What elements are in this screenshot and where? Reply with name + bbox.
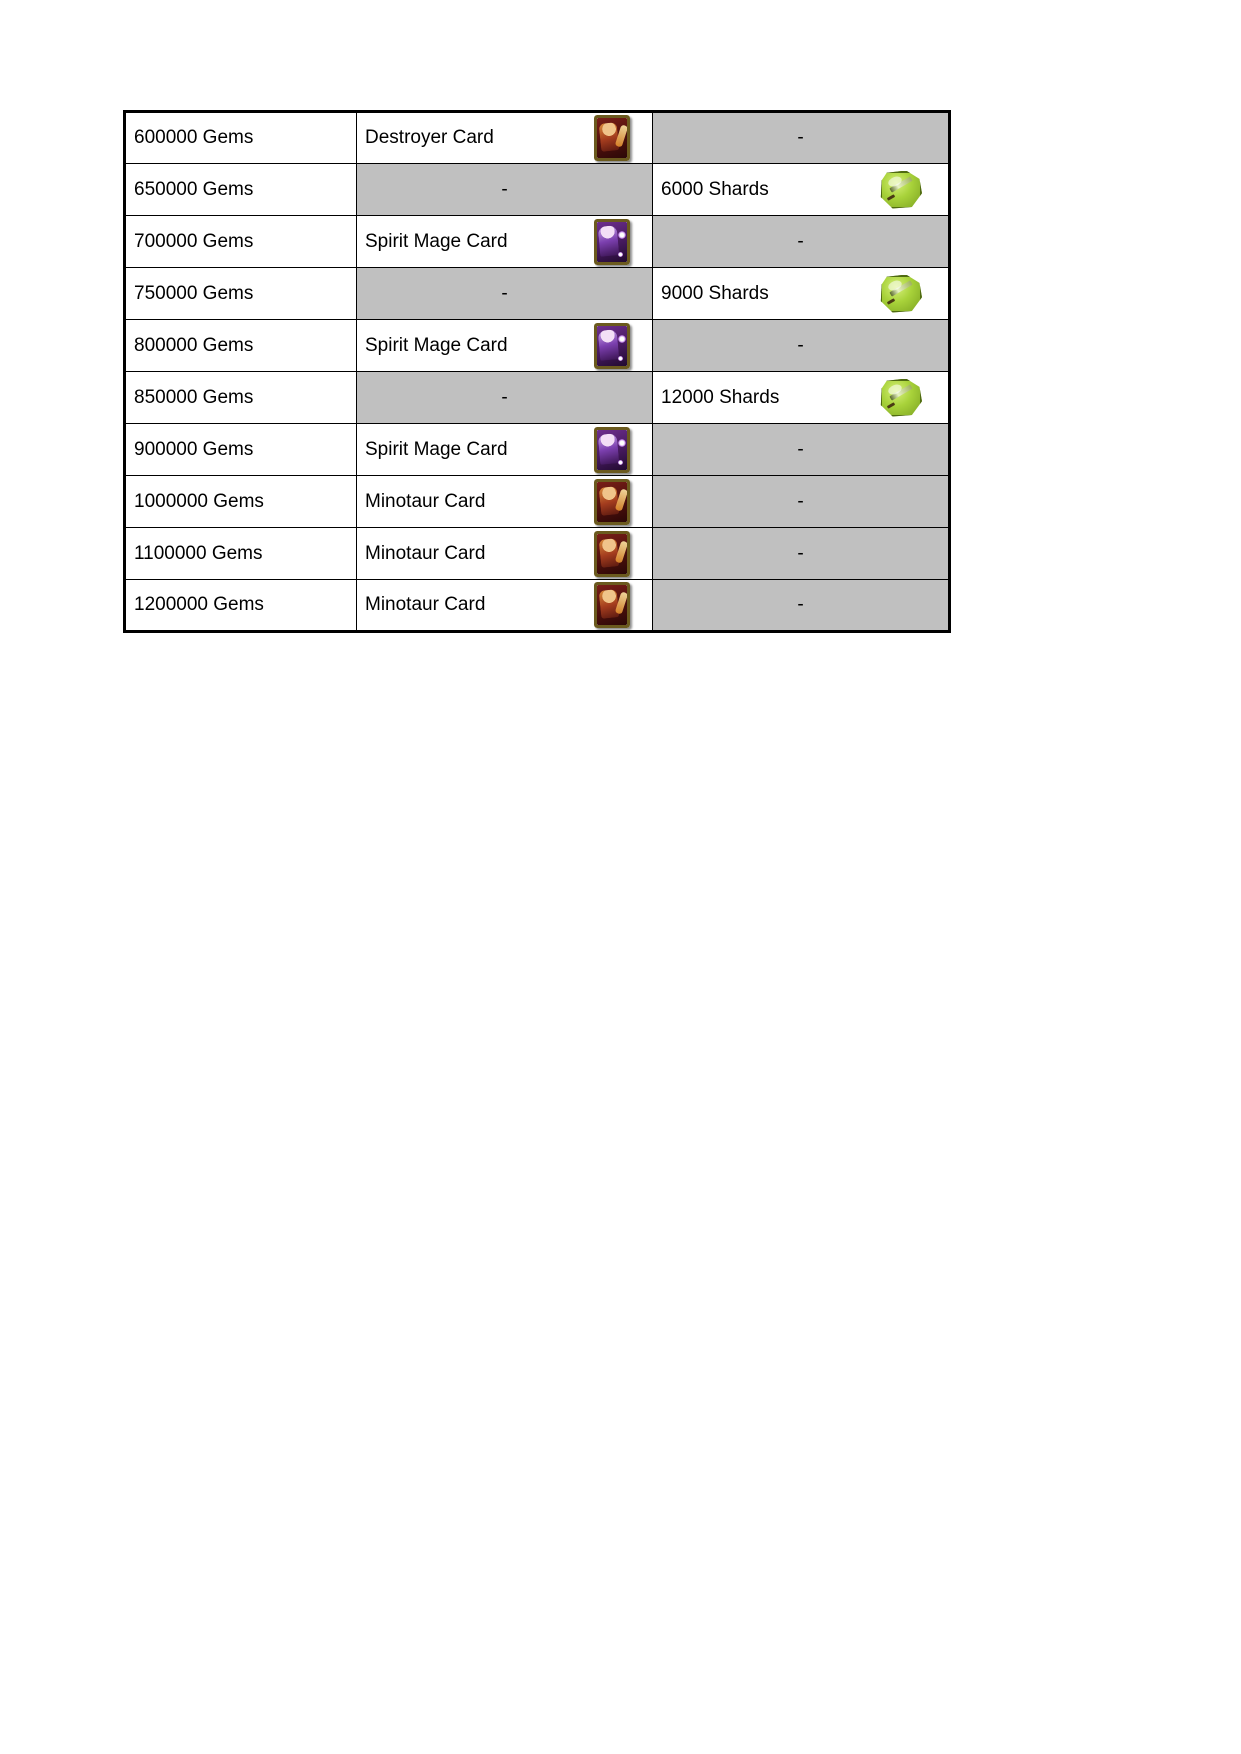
shard-reward-cell (653, 372, 950, 424)
reward-table (123, 110, 951, 633)
card-reward-cell (357, 268, 653, 320)
table-row (125, 164, 950, 216)
shard-reward-cell (653, 268, 950, 320)
shard-gem-icon (880, 275, 922, 313)
gems-cell (125, 580, 357, 632)
card-reward-cell (357, 528, 653, 580)
shard-gem-icon (880, 171, 922, 209)
shard-reward-cell (653, 528, 950, 580)
gems-label: 800000 Gems (134, 334, 254, 356)
gems-cell (125, 320, 357, 372)
card-reward-label: Minotaur Card (365, 594, 486, 615)
card-reward-label: Spirit Mage Card (365, 230, 508, 252)
table-row (125, 528, 950, 580)
card-reward-label: Spirit Mage Card (365, 438, 508, 460)
shard-reward-label: 9000 Shards (661, 282, 769, 304)
spirit-mage-card-icon (594, 323, 630, 369)
gems-cell (125, 216, 357, 268)
empty-marker: - (797, 334, 804, 356)
card-reward-label: Spirit Mage Card (365, 334, 508, 356)
card-reward-cell (357, 580, 653, 632)
gems-cell (125, 112, 357, 164)
empty-marker: - (797, 490, 804, 512)
shard-reward-label: 12000 Shards (661, 386, 780, 408)
card-reward-cell (357, 112, 653, 164)
minotaur-card-icon (594, 531, 630, 577)
table-row (125, 216, 950, 268)
gems-label: 750000 Gems (134, 282, 254, 304)
empty-marker: - (501, 386, 508, 408)
card-reward-cell (357, 164, 653, 216)
card-reward-label: Destroyer Card (365, 127, 494, 148)
spirit-mage-card-icon (594, 427, 630, 473)
table-row (125, 476, 950, 528)
card-reward-cell (357, 320, 653, 372)
gems-label: 1200000 Gems (134, 594, 264, 615)
table-row (125, 320, 950, 372)
table-row (125, 580, 950, 632)
empty-marker: - (797, 438, 804, 460)
card-reward-label: Minotaur Card (365, 542, 486, 564)
shard-reward-cell (653, 580, 950, 632)
card-reward-label: Minotaur Card (365, 490, 486, 512)
gems-cell (125, 528, 357, 580)
gems-cell (125, 372, 357, 424)
gems-label: 1000000 Gems (134, 490, 264, 512)
shard-reward-cell (653, 216, 950, 268)
gems-cell (125, 164, 357, 216)
empty-marker: - (797, 230, 804, 252)
empty-marker: - (797, 594, 804, 615)
shard-reward-cell (653, 320, 950, 372)
gems-label: 650000 Gems (134, 178, 254, 200)
gems-label: 1100000 Gems (134, 542, 263, 564)
shard-gem-icon (880, 379, 922, 417)
destroyer-card-icon (594, 115, 630, 161)
table-row (125, 112, 950, 164)
reward-table-container (123, 110, 948, 633)
minotaur-card-icon (594, 582, 630, 628)
gems-label: 600000 Gems (134, 127, 254, 148)
gems-label: 850000 Gems (134, 386, 254, 408)
minotaur-card-icon (594, 479, 630, 525)
gems-label: 700000 Gems (134, 230, 254, 252)
empty-marker: - (797, 542, 804, 564)
card-reward-cell (357, 216, 653, 268)
gems-label: 900000 Gems (134, 438, 254, 460)
reward-table-body (125, 112, 950, 632)
card-reward-cell (357, 372, 653, 424)
shard-reward-cell (653, 476, 950, 528)
table-row (125, 268, 950, 320)
shard-reward-cell (653, 164, 950, 216)
table-row (125, 424, 950, 476)
gems-cell (125, 424, 357, 476)
shard-reward-cell (653, 424, 950, 476)
empty-marker: - (501, 178, 508, 200)
shard-reward-cell (653, 112, 950, 164)
card-reward-cell (357, 476, 653, 528)
spirit-mage-card-icon (594, 219, 630, 265)
empty-marker: - (797, 127, 804, 148)
gems-cell (125, 476, 357, 528)
card-reward-cell (357, 424, 653, 476)
empty-marker: - (501, 282, 508, 304)
shard-reward-label: 6000 Shards (661, 178, 769, 200)
gems-cell (125, 268, 357, 320)
table-row (125, 372, 950, 424)
